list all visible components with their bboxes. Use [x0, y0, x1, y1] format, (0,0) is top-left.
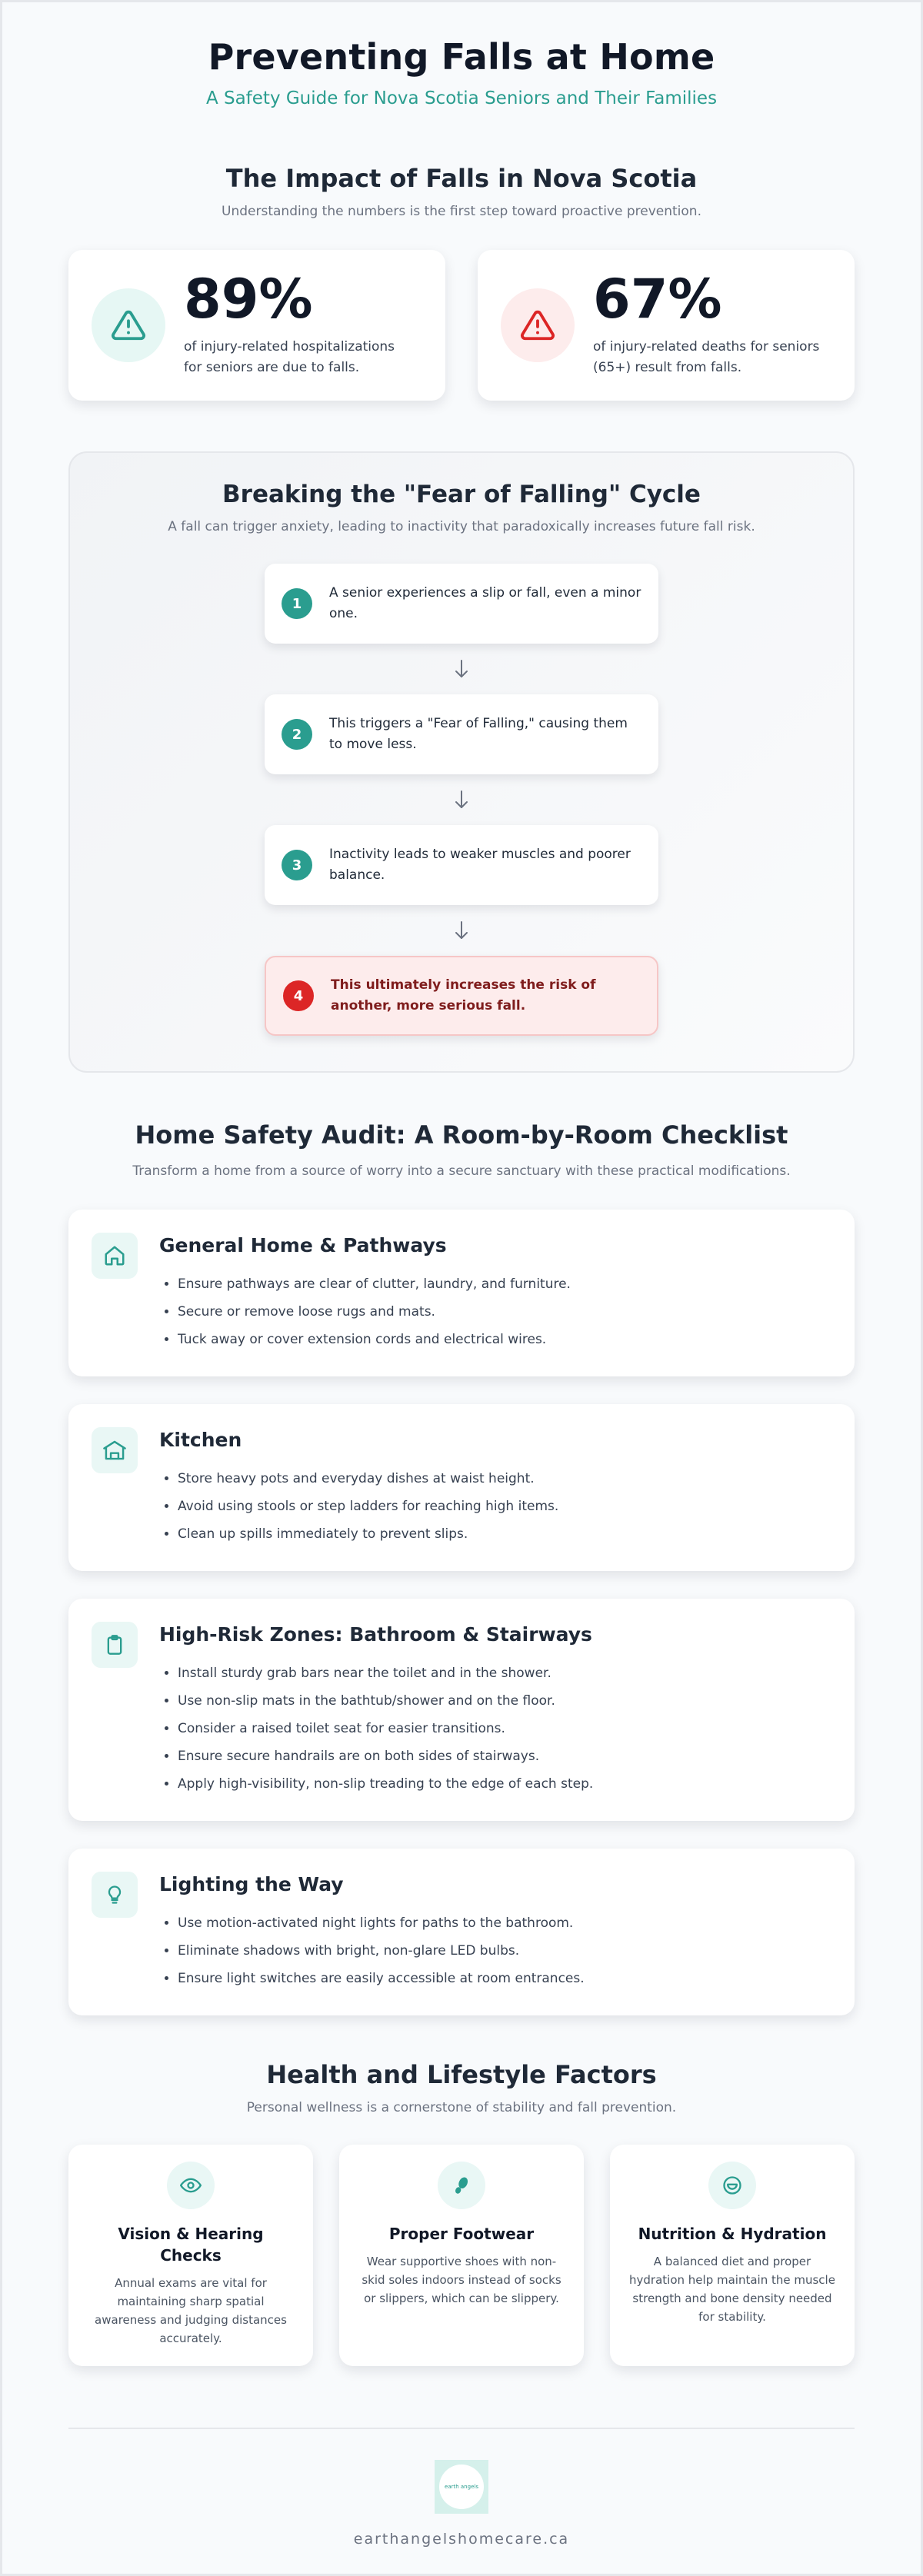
stats-row [68, 250, 855, 401]
room-items [159, 1270, 571, 1353]
room-card-lighting [68, 1849, 855, 2015]
home-safety-audit-section [2, 1120, 921, 2015]
stat-value: 67% [593, 267, 722, 331]
room-items [159, 1909, 585, 1992]
list-item: • Ensure pathways are clear of clutter, laundry, and furniture. [178, 1270, 571, 1298]
room-items [159, 1659, 593, 1798]
eye-icon [167, 2162, 215, 2209]
room-card-general [68, 1210, 855, 1376]
step-text: A senior experiences a slip or fall, even a minor one. [329, 584, 641, 621]
health-lifestyle-section [2, 2060, 921, 2366]
room-title: High-Risk Zones: Bathroom & Stairways [159, 1623, 592, 1646]
bowl-icon [708, 2162, 756, 2209]
cycle-step-1 [265, 564, 658, 644]
stat-card-deaths [478, 250, 855, 401]
impact-section [2, 164, 921, 401]
step-text: Inactivity leads to weaker muscles and poorer balance. [329, 846, 631, 883]
factor-card-footwear [339, 2145, 584, 2366]
factor-card-nutrition [610, 2145, 855, 2366]
step-number: 4 [283, 980, 314, 1011]
room-card-high-risk [68, 1599, 855, 1821]
home-icon [92, 1233, 138, 1279]
factor-cards [68, 2145, 855, 2366]
factor-description: A balanced diet and proper hydration help maintain the muscle strength and bone density needed for stability. [629, 2255, 835, 2324]
clipboard-icon [92, 1622, 138, 1668]
health-subtitle: Personal wellness is a cornerstone of stability and fall prevention. [246, 2100, 677, 2115]
list-item: • Use motion-activated night lights for paths to the bathroom. [178, 1909, 585, 1937]
factor-description: Annual exams are vital for maintaining sharp spatial awareness and judging distances accurately. [95, 2276, 287, 2345]
website-link[interactable]: earthangelshomecare.ca [353, 2531, 570, 2548]
cycle-title: Breaking the "Fear of Falling" Cycle [222, 481, 701, 508]
health-title: Health and Lifestyle Factors [266, 2060, 657, 2089]
room-title: Lighting the Way [159, 1873, 344, 1895]
list-item: • Clean up spills immediately to prevent slips. [178, 1520, 558, 1548]
earth-angels-logo [435, 2460, 488, 2514]
room-title: Kitchen [159, 1429, 242, 1451]
impact-title: The Impact of Falls in Nova Scotia [225, 164, 698, 193]
arrow-down-icon [265, 774, 658, 825]
factor-title: Vision & Hearing Checks [118, 2225, 264, 2265]
page-header [2, 2, 921, 108]
impact-subtitle: Understanding the numbers is the first step toward proactive prevention. [222, 204, 701, 219]
logo-text: earth angels [439, 2465, 484, 2509]
list-item: • Ensure light switches are easily accessible at room entrances. [178, 1965, 585, 1992]
factor-card-vision [68, 2145, 313, 2366]
audit-subtitle: Transform a home from a source of worry into a secure sanctuary with these practical modifications. [132, 1163, 791, 1179]
room-items [159, 1465, 558, 1548]
list-item: • Store heavy pots and everyday dishes at waist height. [178, 1465, 558, 1493]
list-item: • Consider a raised toilet seat for easier transitions. [178, 1715, 593, 1742]
list-item: • Tuck away or cover extension cords and electrical wires. [178, 1326, 571, 1353]
cycle-steps [265, 564, 658, 1036]
kitchen-icon [92, 1427, 138, 1473]
step-number: 2 [282, 719, 312, 750]
factor-title: Nutrition & Hydration [638, 2225, 827, 2243]
factor-title: Proper Footwear [388, 2225, 535, 2243]
footprint-icon [438, 2162, 485, 2209]
stat-value: 89% [184, 267, 313, 331]
lightbulb-icon [92, 1872, 138, 1918]
list-item: • Avoid using stools or step ladders for reaching high items. [178, 1493, 558, 1520]
room-title: General Home & Pathways [159, 1234, 447, 1256]
cycle-step-4 [265, 956, 658, 1036]
room-card-kitchen [68, 1404, 855, 1571]
list-item: • Eliminate shadows with bright, non-glare LED bulbs. [178, 1937, 585, 1965]
page-footer [68, 2428, 855, 2548]
step-number: 1 [282, 588, 312, 619]
step-number: 3 [282, 850, 312, 880]
list-item: • Ensure secure handrails are on both sides of stairways. [178, 1742, 593, 1770]
step-text: This triggers a "Fear of Falling," causing them to move less. [329, 715, 628, 752]
stat-card-hospitalizations [68, 250, 445, 401]
list-item: • Install sturdy grab bars near the toilet and in the shower. [178, 1659, 593, 1687]
warning-triangle-icon [92, 288, 165, 362]
page-subtitle: A Safety Guide for Nova Scotia Seniors and Their Families [205, 88, 718, 108]
step-text: This ultimately increases the risk of another, more serious fall. [331, 977, 596, 1013]
stat-description: of injury-related deaths for seniors (65+) result from falls. [593, 338, 820, 375]
room-checklist [68, 1210, 855, 2015]
list-item: • Apply high-visibility, non-slip treading to the edge of each step. [178, 1770, 593, 1798]
stat-description: of injury-related hospitalizations for seniors are due to falls. [184, 338, 395, 375]
fear-cycle-section [68, 451, 855, 1073]
audit-title: Home Safety Audit: A Room-by-Room Checklist [135, 1120, 788, 1150]
cycle-step-3 [265, 825, 658, 905]
arrow-down-icon [265, 644, 658, 694]
factor-description: Wear supportive shoes with non-skid soles indoors instead of socks or slippers, which can be slippery. [362, 2255, 561, 2305]
list-item: • Use non-slip mats in the bathtub/shower and on the floor. [178, 1687, 593, 1715]
cycle-step-2 [265, 694, 658, 774]
arrow-down-icon [265, 905, 658, 956]
list-item: • Secure or remove loose rugs and mats. [178, 1298, 571, 1326]
cycle-subtitle: A fall can trigger anxiety, leading to inactivity that paradoxically increases future fall risk. [168, 519, 755, 534]
page-title: Preventing Falls at Home [208, 36, 715, 78]
alert-triangle-icon [501, 288, 575, 362]
